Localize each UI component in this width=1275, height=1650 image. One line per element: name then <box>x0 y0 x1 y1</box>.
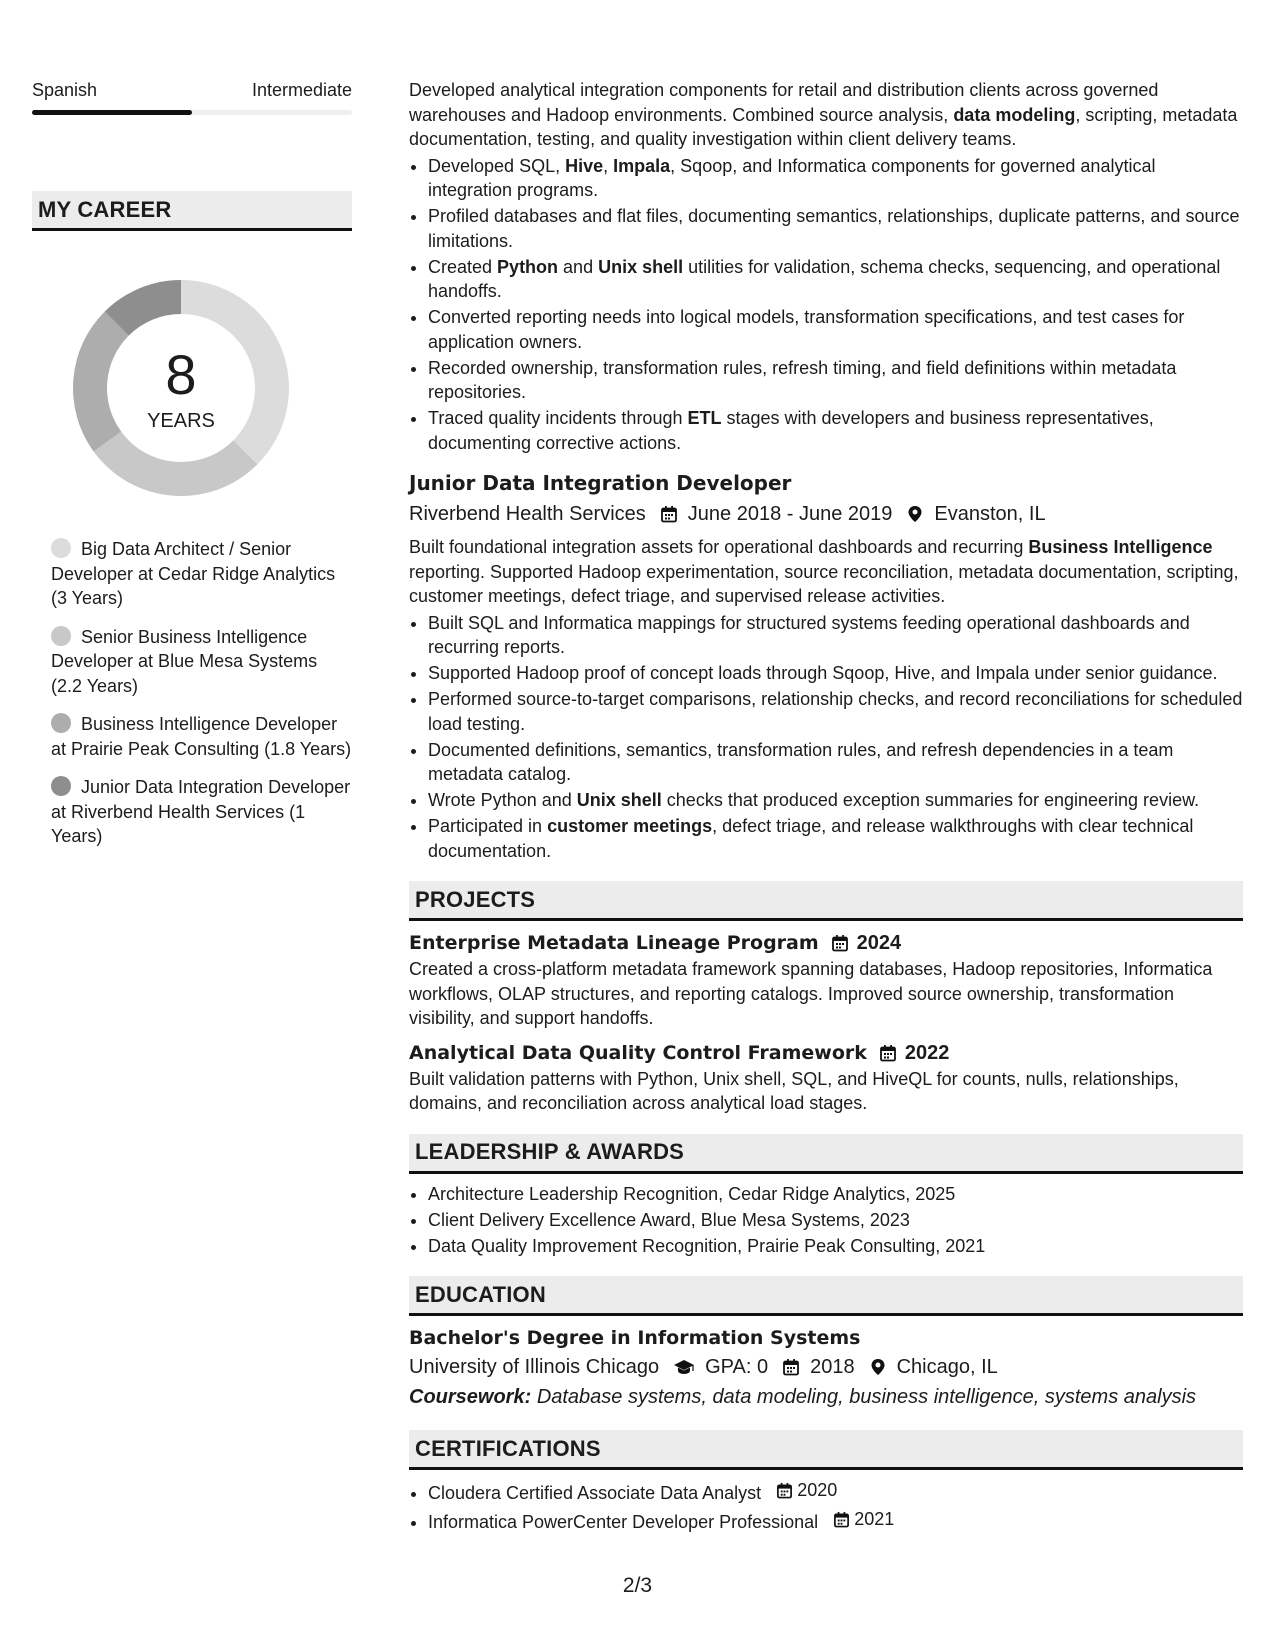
language-proficiency-bar <box>32 110 352 115</box>
career-legend-item <box>51 537 352 611</box>
main-content <box>409 78 1243 1536</box>
job-location: Evanston, IL <box>934 503 1046 525</box>
bullet-keyword: Unix shell <box>598 256 684 277</box>
bullet-text: Performed source-to-target comparisons, relationship checks, and record reconciliations for scheduled load testing. <box>428 689 1243 734</box>
bullet-text: , defect triage, and release walkthroughs with clear technical documentation. <box>428 816 1194 861</box>
legend-dot <box>51 626 71 646</box>
gpa: GPA: 0 <box>705 1356 769 1378</box>
bullet-keyword: Hive <box>565 155 604 176</box>
career-legend-text: Junior Data Integration Developer at Riverbend Health Services (1 Years) <box>51 777 351 846</box>
project-item <box>409 1039 1243 1116</box>
page-number: 2/3 <box>622 1574 653 1597</box>
donut-segment <box>94 431 258 496</box>
summary-text: , scripting, metadata documentation, testing, and quality investigation within client delivery teams. <box>409 104 1238 149</box>
bullet-text: stages with developers and business representatives, documenting corrective actions. <box>428 408 1154 453</box>
location-pin-icon <box>869 1358 887 1376</box>
bullet-item <box>428 406 1243 455</box>
bullet-keyword: Unix shell <box>576 790 662 810</box>
summary-text: Built foundational integration assets for operational dashboards and recurring <box>409 537 1029 557</box>
summary-keyword: data modeling <box>953 104 1076 125</box>
awards-heading: LEADERSHIP & AWARDS <box>409 1134 1243 1174</box>
career-legend-item <box>51 712 352 761</box>
language-name: Spanish <box>32 80 98 100</box>
certification-year: 2021 <box>854 1508 895 1529</box>
bullet-item <box>428 356 1243 405</box>
bullet-text: Documented definitions, semantics, transformation rules, and refresh dependencies in a team metadata catalog. <box>428 739 1174 784</box>
bullet-keyword: customer meetings <box>547 816 713 836</box>
project-year: 2024 <box>856 932 902 954</box>
calendar-icon <box>833 1511 850 1528</box>
project-title-row <box>409 1039 1243 1067</box>
education-meta <box>409 1352 1243 1382</box>
degree-title: Bachelor's Degree in Information Systems <box>409 1327 861 1349</box>
coursework-label: Coursework: <box>409 1386 532 1408</box>
bullet-text: Supported Hadoop proof of concept loads through Sqoop, Hive, and Impala under senior guidance. <box>428 663 1218 683</box>
legend-dot <box>51 776 71 796</box>
summary-keyword: Business Intelligence <box>1028 537 1213 557</box>
bullet-text: Developed SQL, <box>428 155 566 176</box>
career-legend-text: Senior Business Intelligence Developer at Blue Mesa Systems (2.2 Years) <box>51 626 318 696</box>
language-row <box>32 78 352 102</box>
bullet-keyword: Impala <box>613 155 671 176</box>
career-legend <box>32 537 352 849</box>
project-title: Enterprise Metadata Lineage Program <box>409 932 819 954</box>
project-title-row <box>409 929 1243 957</box>
career-legend-text: Big Data Architect / Senior Developer at Cedar Ridge Analytics (3 Years) <box>51 539 336 608</box>
bullet-item <box>428 154 1243 203</box>
calendar-icon <box>782 1358 800 1376</box>
bullet-text: Recorded ownership, transformation rules, refresh timing, and field definitions within metadata repositories. <box>428 357 1177 402</box>
summary-text: Developed analytical integration components for retail and distribution clients across governed warehouses and Hadoop environments. Combined source analysis, <box>409 80 1159 125</box>
bullet-item <box>428 661 1243 686</box>
education-heading: EDUCATION <box>409 1276 1243 1316</box>
career-legend-text: Business Intelligence Developer at Prairie Peak Consulting (1.8 Years) <box>51 714 352 759</box>
awards-list <box>409 1182 1243 1259</box>
bullet-item <box>428 611 1243 660</box>
certification-item <box>428 1507 1243 1534</box>
language-level: Intermediate <box>251 80 352 100</box>
job-dates: June 2018 - June 2019 <box>687 503 893 525</box>
career-legend-item <box>51 775 352 849</box>
company-name: Riverbend Health Services <box>409 503 646 525</box>
career-legend-item <box>51 625 352 699</box>
previous-job-summary <box>409 78 1243 152</box>
location-pin-icon <box>906 505 924 523</box>
career-years-unit: YEARS <box>147 410 215 432</box>
calendar-icon <box>831 934 849 952</box>
award-item: • Client Delivery Excellence Award, Blue Mesa Systems, 2023 <box>428 1208 1243 1233</box>
bullet-text: utilities for validation, schema checks, sequencing, and operational handoffs. <box>428 256 1221 301</box>
certifications-heading: CERTIFICATIONS <box>409 1430 1243 1470</box>
bullet-text: Built SQL and Informatica mappings for structured systems feeding operational dashboards and recurring reports. <box>428 612 1190 657</box>
certifications-list <box>409 1478 1243 1534</box>
calendar-icon <box>660 505 678 523</box>
bullet-text: Traced quality incidents through <box>428 408 688 428</box>
language-proficiency-fill <box>32 110 192 115</box>
award-item: • Data Quality Improvement Recognition, Prairie Peak Consulting, 2021 <box>428 1234 1243 1259</box>
calendar-icon <box>776 1482 793 1499</box>
bullet-keyword: ETL <box>687 408 722 428</box>
job-meta <box>409 499 1243 529</box>
junior-job-summary <box>409 535 1243 609</box>
legend-dot <box>51 538 71 558</box>
bullet-item <box>428 814 1243 863</box>
junior-job-bullets <box>409 611 1243 864</box>
certification-date <box>833 1507 894 1532</box>
bullet-item <box>428 204 1243 253</box>
certification-item <box>428 1478 1243 1505</box>
bullet-text: Participated in <box>428 816 548 836</box>
school-name: University of Illinois Chicago <box>409 1356 660 1378</box>
project-description: Created a cross-platform metadata framework spanning databases, Hadoop repositories, Informatica workflows, OLAP structures, and reporting catalogs. Improved source ownership, transformation visibility, and support handoffs. <box>409 959 1213 1028</box>
certification-year: 2020 <box>797 1480 838 1500</box>
bullet-text: Converted reporting needs into logical models, transformation specifications, and test cases for application owners. <box>428 307 1185 352</box>
coursework-text: Database systems, data modeling, business intelligence, systems analysis <box>536 1386 1197 1408</box>
coursework <box>409 1382 1243 1412</box>
certification-name: Informatica PowerCenter Developer Professional <box>428 1511 819 1532</box>
bullet-text: , Sqoop, and Informatica components for governed analytical integration programs. <box>428 155 1156 200</box>
school-location: Chicago, IL <box>896 1356 998 1378</box>
certification-date <box>776 1478 837 1503</box>
bullet-item <box>428 687 1243 736</box>
bullet-keyword: Python <box>497 256 559 277</box>
project-description: Built validation patterns with Python, Unix shell, SQL, and HiveQL for counts, nulls, relationships, domains, and reconciliation across analytical load stages. <box>409 1068 1179 1113</box>
bullet-text: Profiled databases and flat files, documenting semantics, relationships, duplicate patterns, and source limitations. <box>428 206 1240 251</box>
bullet-text: Wrote Python and <box>428 790 577 810</box>
bullet-text: , <box>603 155 614 176</box>
project-title: Analytical Data Quality Control Framework <box>409 1041 867 1064</box>
projects-heading: PROJECTS <box>409 881 1243 921</box>
career-heading: MY CAREER <box>32 191 352 231</box>
career-total-years: 8 <box>165 343 197 406</box>
previous-job-bullets <box>409 154 1243 456</box>
bullet-item <box>428 305 1243 354</box>
job-title: Junior Data Integration Developer <box>409 471 792 495</box>
project-item <box>409 929 1243 1031</box>
sidebar <box>32 78 352 863</box>
certification-name: Cloudera Certified Associate Data Analyst <box>428 1482 762 1503</box>
bullet-text: checks that produced exception summaries for engineering review. <box>661 790 1200 810</box>
bullet-item <box>428 788 1243 813</box>
graduation-cap-icon <box>673 1358 695 1376</box>
bullet-text: and <box>558 256 599 277</box>
graduation-year: 2018 <box>810 1356 855 1378</box>
award-item: • Architecture Leadership Recognition, Cedar Ridge Analytics, 2025 <box>428 1182 1243 1207</box>
bullet-item <box>428 738 1243 787</box>
bullet-text: Created <box>428 256 498 277</box>
career-donut-chart <box>66 273 296 503</box>
legend-dot <box>51 713 71 733</box>
summary-text: reporting. Supported Hadoop experimentation, source reconciliation, metadata documentation, scripting, customer meetings, defect triage, and supervised release activities. <box>409 561 1239 606</box>
project-year: 2022 <box>904 1041 950 1064</box>
bullet-item <box>428 255 1243 304</box>
calendar-icon <box>879 1044 897 1062</box>
